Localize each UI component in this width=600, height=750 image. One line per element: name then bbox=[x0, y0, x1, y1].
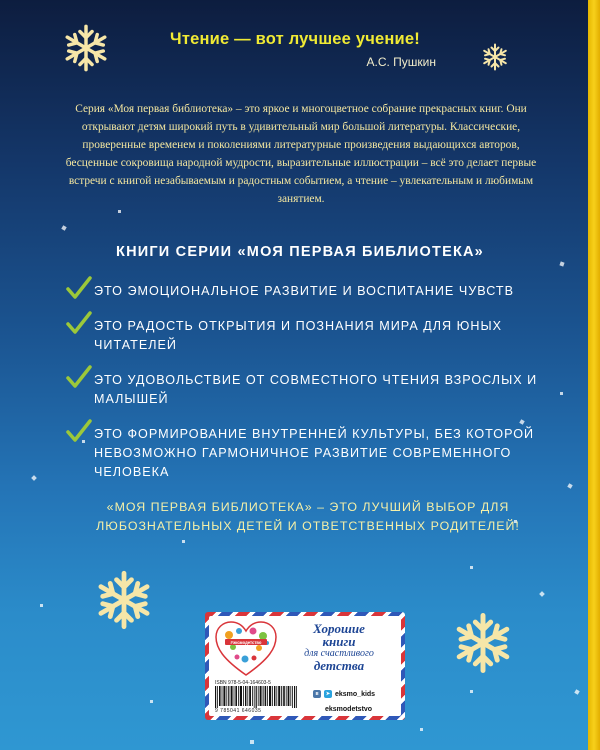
epigraph-author: А.С. Пушкин bbox=[366, 55, 436, 69]
isbn: ISBN 978-5-04-164603-5 bbox=[215, 680, 271, 686]
list-item bbox=[66, 425, 556, 482]
benefit-text: ЭТО УДОВОЛЬСТВИЕ ОТ СОВМЕСТНОГО ЧТЕНИЯ ВЗРОСЛЫХ И МАЛЫШЕЙ bbox=[94, 373, 538, 406]
slogan-line: для счастливого bbox=[304, 648, 374, 659]
list-item bbox=[66, 282, 556, 301]
closing-statement: «МОЯ ПЕРВАЯ БИБЛИОТЕКА» – ЭТО ЛУЧШИЙ ВЫБОР ДЛЯ ЛЮБОЗНАТЕЛЬНЫХ ДЕТЕЙ И ОТВЕТСТВЕННЫХ РОДИТЕЛЕЙ! bbox=[96, 500, 520, 533]
benefit-text: ЭТО ФОРМИРОВАНИЕ ВНУТРЕННЕЙ КУЛЬТУРЫ, БЕЗ КОТОРОЙ НЕВОЗМОЖНО ГАРМОНИЧНОЕ РАЗВИТИЕ СОВРЕМЕННОГО ЧЕЛОВЕКА bbox=[94, 427, 535, 479]
benefit-text: ЭТО РАДОСТЬ ОТКРЫТИЯ И ПОЗНАНИЯ МИРА ДЛЯ ЮНЫХ ЧИТАТЕЛЕЙ bbox=[94, 319, 503, 352]
vk-icon: в bbox=[313, 690, 321, 698]
list-item bbox=[66, 317, 556, 355]
sticker-panel bbox=[209, 616, 401, 716]
benefits-list bbox=[66, 282, 556, 498]
epigraph-quote: Чтение — вот лучшее учение! bbox=[170, 30, 420, 48]
publisher-slogan bbox=[283, 622, 395, 672]
heart-icon bbox=[215, 621, 277, 677]
series-heading: КНИГИ СЕРИИ «МОЯ ПЕРВАЯ БИБЛИОТЕКА» bbox=[116, 244, 484, 260]
benefit-text: ЭТО ЭМОЦИОНАЛЬНОЕ РАЗВИТИЕ И ВОСПИТАНИЕ ЧУВСТВ bbox=[94, 284, 514, 298]
barcode-number: 9 785041 646035 bbox=[215, 708, 262, 714]
slogan-line: Хорошие bbox=[313, 621, 365, 636]
slogan-line: книги bbox=[322, 634, 356, 649]
checkmark-icon bbox=[66, 365, 92, 389]
checkmark-icon bbox=[66, 311, 92, 335]
epigraph bbox=[150, 30, 440, 69]
checkmark-icon bbox=[66, 419, 92, 443]
barcode-icon bbox=[215, 686, 299, 708]
telegram-icon: ➤ bbox=[325, 691, 331, 697]
series-description: Серия «Моя первая библиотека» – это яркое и многоцветное собрание прекрасных книг. Они открывают детям широкий путь в удивительный мир большой литературы. Классические, проверенные временем и поколениями литературные произведения выдающихся авторов, бесценные сокровища народной мудрости, выразительные иллюстрации – всё это делает первые встречи с книгой незабываемым и радостным событием, а чтение – увлекательным и любимым занятием. bbox=[65, 103, 537, 205]
website-label: eksmodetstvo bbox=[325, 706, 373, 713]
slogan-line: детства bbox=[313, 658, 365, 673]
checkmark-icon bbox=[66, 276, 92, 300]
social-handle: eksmo_kids bbox=[335, 690, 376, 698]
social-links bbox=[313, 690, 375, 698]
list-item bbox=[66, 371, 556, 409]
publisher-sticker bbox=[205, 612, 405, 720]
heart-label: #эксмодетство bbox=[230, 640, 262, 645]
